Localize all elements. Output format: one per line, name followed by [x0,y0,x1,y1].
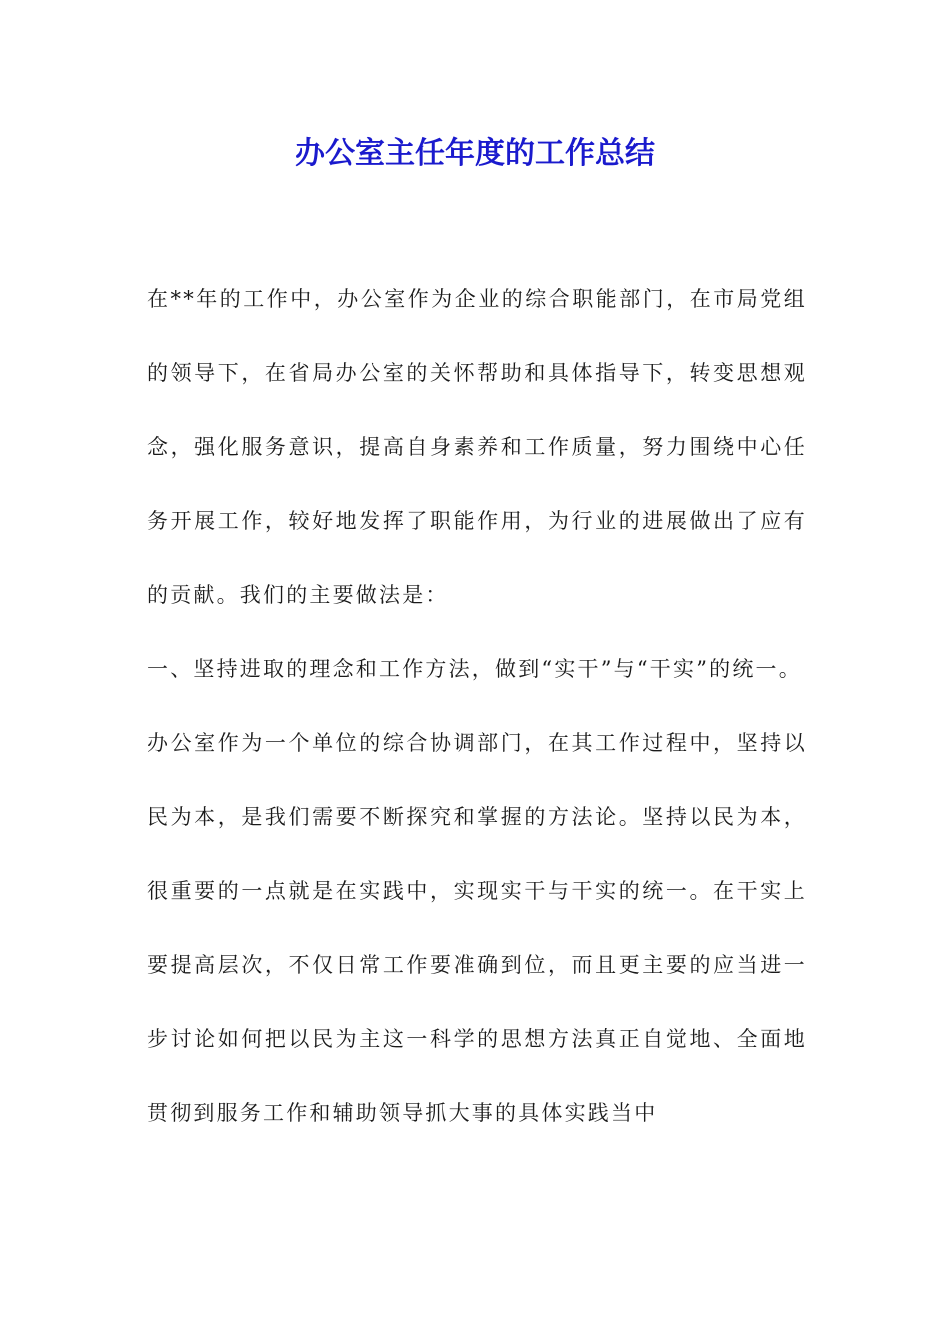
paragraph-body-1: 办公室作为一个单位的综合协调部门，在其工作过程中，坚持以民为本，是我们需要不断探究和掌握的方法论。坚持以民为本，很重要的一点就是在实践中，实现实干与干实的统一。在干实上要提高层次，不仅日常工作要准确到位，而且更主要的应当进一步讨论如何把以民为主这一科学的思想方法真正自觉地、全面地贯彻到服务工作和辅助领导抓大事的具体实践当中 [147,731,807,1125]
document-body [147,262,807,1150]
document-title: 办公室主任年度的工作总结 [295,136,655,171]
paragraph-heading-1: 一、坚持进取的理念和工作方法，做到“实干”与“干实”的统一。 [147,657,802,681]
paragraph-intro: 在**年的工作中，办公室作为企业的综合职能部门，在市局党组的领导下，在省局办公室的关怀帮助和具体指导下，转变思想观念，强化服务意识，提高自身素养和工作质量，努力围绕中心任务开展工作，较好地发挥了职能作用，为行业的进展做出了应有的贡献。我们的主要做法是： [147,287,807,607]
